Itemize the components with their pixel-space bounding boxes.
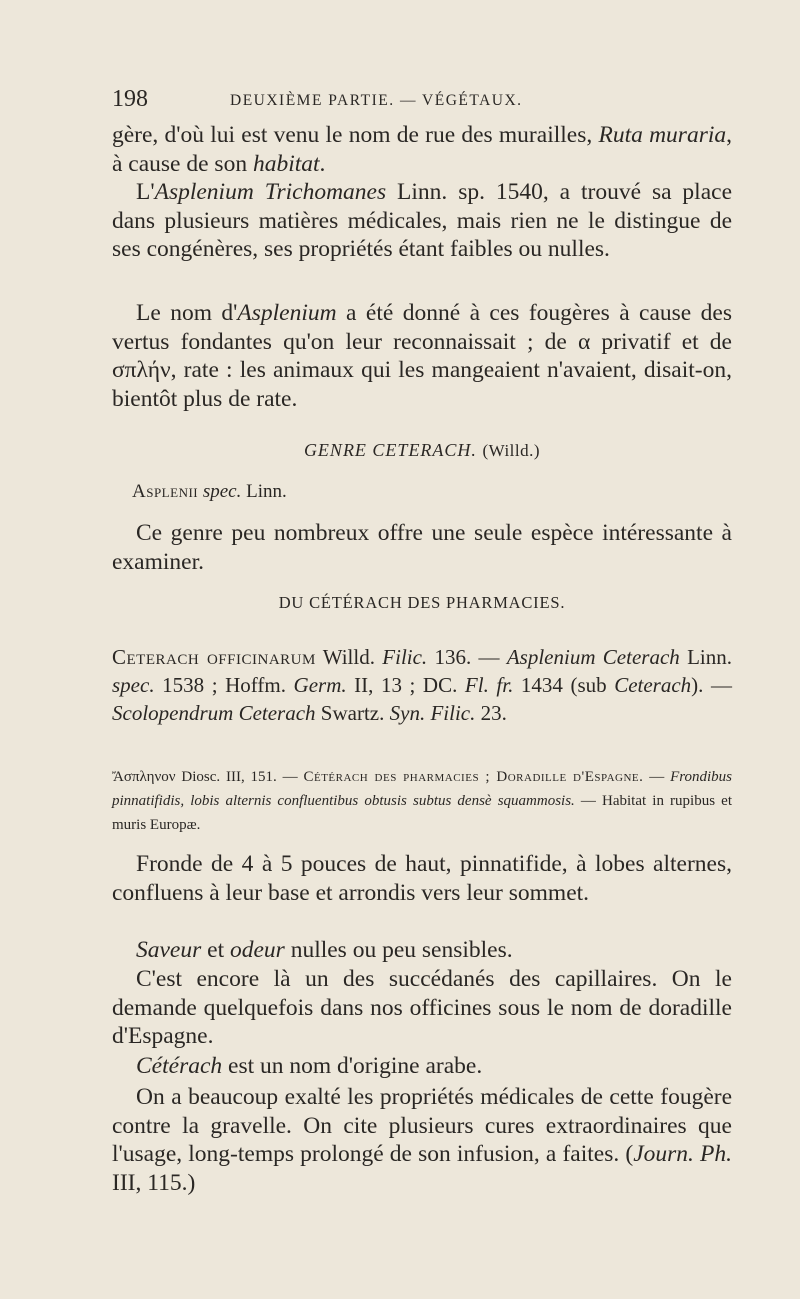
genus-name: GENRE CETERACH. bbox=[303, 440, 477, 460]
paragraph-succedanes: C'est encore là un des succédanés des capillaires. On le demande quelquefois dans nos officines sous le nom de doradille d'Espagne. bbox=[112, 966, 732, 1050]
paragraph-proprietes: On a beaucoup exalté les propriétés médicales de cette fougère contre la gravelle. On cite plusieurs cures extraordinaires que l'usage, long-temps prolongé de son infusion, a faites. (Journ. Ph. III, 115.) bbox=[112, 1084, 732, 1196]
paragraph-genus-intro: Ce genre peu nombreux offre une seule espèce intéressante à examiner. bbox=[112, 520, 732, 575]
species-synonymy: Ceterach officinarum Willd. Filic. 136. — Asplenium Ceterach Linn. spec. 1538 ; Hoffm. Germ. II, 13 ; DC. Fl. fr. 1434 (sub Ceterach). — Scolopendrum Ceterach Swartz. Syn. Filic. 23. bbox=[112, 645, 732, 725]
paragraph-origine: Cétérach est un nom d'origine arabe. bbox=[136, 1053, 483, 1079]
paragraph-asplenium-name: Le nom d'Asplenium a été donné à ces fougères à cause des vertus fondantes qu'on leur reconnaissait ; de α privatif et de σπλήν, rate : les animaux qui les mangeaient n'avaient, disait-on, bientôt plus de rate. bbox=[112, 300, 732, 412]
paragraph-saveur: Saveur et odeur nulles ou peu sensibles. bbox=[136, 937, 513, 963]
species-description-latin: Ἄσπληνον Diosc. III, 151. — Cétérach des pharmacies ; Doradille d'Espagne. — Frondibus pinnatifidis, lobis alternis confluentibus obtusis subtus densè squammosis. — Habitat in rupibus et muris Europæ. bbox=[112, 769, 733, 833]
paragraph-continuation: gère, d'où lui est venu le nom de rue des murailles, Ruta muraria, à cause de son habitat. bbox=[112, 122, 732, 177]
page-number: 198 bbox=[112, 86, 148, 112]
genus-heading bbox=[112, 440, 732, 461]
species-heading: DU CÉTÉRACH DES PHARMACIES. bbox=[278, 593, 566, 612]
genus-author: (Willd.) bbox=[482, 441, 541, 460]
running-title: DEUXIÈME PARTIE. — VÉGÉTAUX. bbox=[230, 92, 523, 109]
page-header bbox=[112, 86, 732, 114]
paragraph-fronde: Fronde de 4 à 5 pouces de haut, pinnatifide, à lobes alternes, confluens à leur base et arrondis vers leur sommet. bbox=[112, 851, 732, 906]
genus-synonym: Asplenii spec. Linn. bbox=[132, 481, 287, 502]
paragraph-asplenium-trichomanes: L'Asplenium Trichomanes Linn. sp. 1540, a trouvé sa place dans plusieurs matières médicales, mais rien ne le distingue de ses congénères, ses propriétés étant faibles ou nulles. bbox=[112, 179, 732, 263]
